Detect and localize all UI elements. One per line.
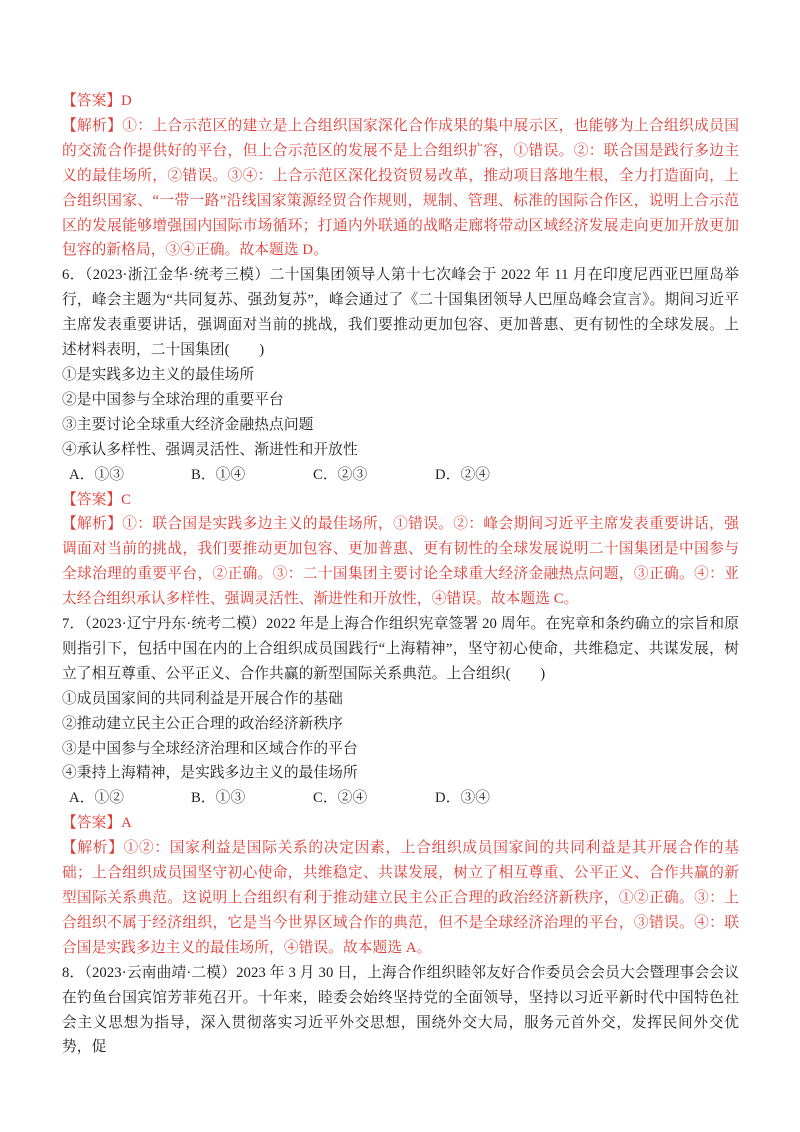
q6-analysis bbox=[62, 512, 739, 612]
q5-answer-value: D bbox=[121, 93, 132, 109]
q5-answer-line bbox=[62, 89, 739, 114]
q6-number: 6． bbox=[62, 267, 85, 284]
q6-choice-1: ①是实践多边主义的最佳场所 bbox=[62, 366, 255, 383]
q7-choice-1: ①成员国家间的共同利益是开展合作的基础 bbox=[62, 690, 343, 707]
q7-option-b: B．①③ bbox=[191, 790, 246, 807]
q7-answer-value: A bbox=[121, 815, 132, 832]
q6-option-c: C．②③ bbox=[313, 466, 368, 483]
q5-analysis-text: ①：上合示范区的建立是上合组织国家深化合作成果的集中展示区，也能够为上合组织成员国的交流合作提供好的平台，但上合示范区的发展不是上合组织扩容，①错误。②：联合国是践行多边主义的最佳场所，②错误。③④：上合示范区深化投资贸易改革，推动项目落地生根，全力打造面向，上合组织国家、“一带一路”沿线国家策源经贸合作规则，规制、管理、标准的国际合作区，说明上合示范区的发展能够增强国内国际市场循环；打通内外联通的战略走廊将带动区域经济发展走向更加开放更加包容的新格局，③④正确。故本题选 D。 bbox=[62, 117, 739, 259]
q7-analysis-text: ①②：国家利益是国际关系的决定因素，上合组织成员国家间的共同利益是其开展合作的基础；上合组织成员国坚守初心使命，共维稳定、共谋发展，树立了相互尊重、公平正义、合作共赢的新型国际关系典范。这说明上合组织有利于推动建立民主公正合理的政治经济新秩序，①②正确。③：上合组织不属于经济组织，它是当今世界区域合作的典范，但不是全球经济治理的平台，③错误。④：联合国是实践多边主义的最佳场所，④错误。故本题选 A。 bbox=[62, 840, 739, 956]
q6-stem-text: 二十国集团领导人第十七次峰会于 2022 年 11 月在印度尼西亚巴厘岛举行，峰会主题为“共同复苏、强劲复苏”，峰会通过了《二十国集团领导人巴厘岛峰会宣言》。期间习近平主席发表重要讲话，强调面对当前的挑战，我们要推动更加包容、更加普惠、更有韧性的全球发展。上述材料表明，二十国集团( ) bbox=[62, 267, 740, 359]
q6-stem bbox=[62, 263, 739, 363]
q7-options-row bbox=[62, 786, 739, 811]
q6-option-a: A．①③ bbox=[69, 466, 125, 483]
q6-choice-3: ③主要讨论全球重大经济金融热点问题 bbox=[62, 416, 314, 433]
q8-stem-text: 2023 年 3 月 30 日，上海合作组织睦邻友好合作委员会会员大会暨理事会会议在钓鱼台国宾馆芳菲苑召开。十年来，睦委会始终坚持党的全面领导，坚持以习近平新时代中国特色社会主义思想为指导，深入贯彻落实习近平外交思想，围绕外交大局，服务元首外交，发挥民间外交优势，促 bbox=[62, 964, 739, 1056]
q5-analysis-label: 【解析】 bbox=[62, 117, 123, 134]
q6-choice-4: ④承认多样性、强调灵活性、渐进性和开放性 bbox=[62, 441, 358, 458]
q6-analysis-label: 【解析】 bbox=[62, 516, 123, 533]
q7-stem bbox=[62, 612, 739, 687]
q6-options-row bbox=[62, 463, 739, 488]
q6-option-b: B．①④ bbox=[191, 466, 246, 483]
q7-option-a: A．①② bbox=[69, 790, 125, 807]
q8-source: （2023·云南曲靖·二模） bbox=[84, 964, 237, 981]
q8-number: 8． bbox=[62, 964, 85, 981]
q6-source: （2023·浙江金华·统考三模） bbox=[84, 267, 270, 284]
q6-answer-line bbox=[62, 488, 739, 513]
q7-choice-4: ④秉持上海精神，是实践多边主义的最佳场所 bbox=[62, 765, 358, 782]
q7-stem-text: 2022 年是上海合作组织宪章签署 20 周年。在宪章和条约确立的宗旨和原则指引下，包括中国在内的上合组织成员国践行“上海精神”，坚守初心使命，共维稳定、共谋发展，树立了相互尊重、公平正义、合作共赢的新型国际关系典范。上合组织( ) bbox=[62, 616, 739, 682]
q7-answer-line bbox=[62, 811, 739, 836]
q6-analysis-text: ①：联合国是实践多边主义的最佳场所，①错误。②：峰会期间习近平主席发表重要讲话，强调面对当前的挑战，我们要推动更加包容、更加普惠、更有韧性的全球发展说明二十国集团是中国参与全球治理的重要平台，②正确。③：二十国集团主要讨论全球重大经济金融热点问题，③正确。④：亚太经合组织承认多样性、强调灵活性、渐进性和开放性，④错误。故本题选 C。 bbox=[62, 516, 739, 608]
q7-choice-3: ③是中国参与全球经济治理和区域合作的平台 bbox=[62, 740, 358, 757]
q7-answer-label: 【答案】 bbox=[62, 815, 122, 832]
q5-analysis bbox=[62, 114, 739, 263]
q6-option-d: D．②④ bbox=[435, 466, 491, 483]
q6-answer-label: 【答案】 bbox=[62, 491, 122, 508]
q7-option-c: C．②④ bbox=[313, 790, 368, 807]
q8-stem bbox=[62, 961, 739, 1061]
q7-option-d: D．③④ bbox=[435, 790, 491, 807]
q7-analysis-label: 【解析】 bbox=[62, 840, 124, 857]
q6-answer-value: C bbox=[121, 491, 132, 508]
q7-analysis bbox=[62, 836, 739, 961]
q7-choice-2: ②推动建立民主公正合理的政治经济新秩序 bbox=[62, 715, 343, 732]
q6-choice-2: ②是中国参与全球治理的重要平台 bbox=[62, 391, 284, 408]
q7-source: （2023·辽宁丹东·统考二模） bbox=[84, 616, 266, 633]
q7-number: 7． bbox=[62, 616, 85, 633]
q5-answer-label: 【答案】 bbox=[62, 93, 122, 109]
